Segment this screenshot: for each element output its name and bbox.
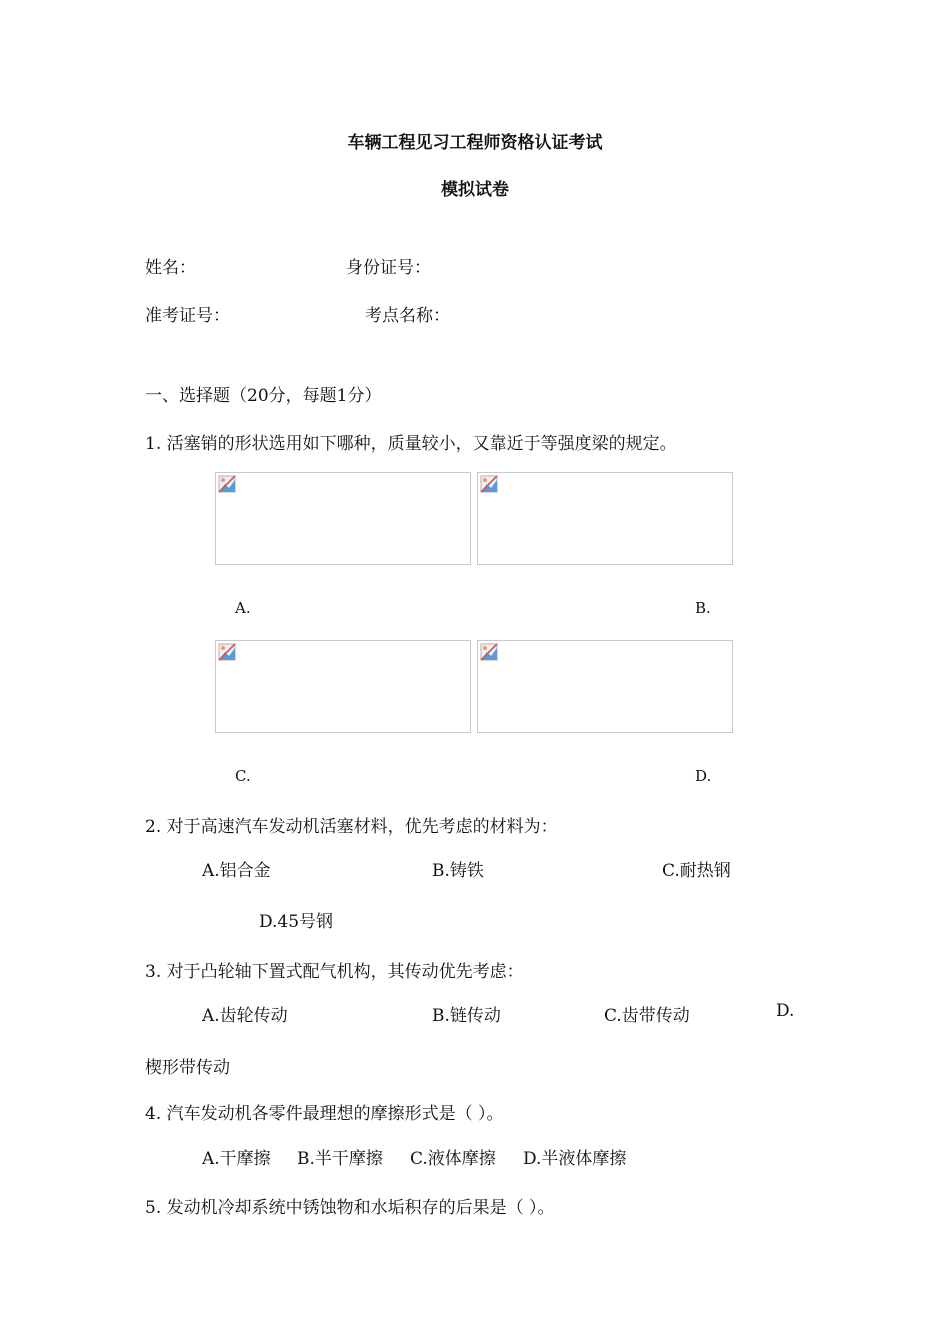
exam-title: 车辆工程见习工程师资格认证考试: [347, 133, 603, 153]
question-2-option-c: C.耐热钢: [662, 861, 731, 881]
question-1-option-a: A.: [235, 599, 251, 617]
question-3-option-b: B.链传动: [432, 1006, 501, 1026]
question-1-image-d: [477, 640, 733, 733]
exam-site-label: 考点名称：: [365, 306, 450, 326]
exam-subtitle: 模拟试卷: [441, 180, 509, 200]
broken-image-icon: [480, 475, 498, 493]
ticket-number-label: 准考证号：: [145, 306, 230, 326]
section-heading: 一、选择题（20分，每题1分）: [145, 386, 382, 406]
question-3-option-c: C.齿带传动: [604, 1006, 690, 1026]
question-2-option-a: A.铝合金: [202, 861, 271, 881]
question-2-option-d: D.45号钢: [259, 912, 334, 932]
question-3-option-d: D.: [776, 1001, 795, 1021]
id-number-label: 身份证号：: [346, 258, 431, 278]
question-4-option-c: C.液体摩擦: [410, 1149, 496, 1169]
question-1-option-b: B.: [695, 599, 711, 617]
question-1-option-d: D.: [695, 767, 712, 785]
question-1-text: 1. 活塞销的形状选用如下哪种，质量较小，又靠近于等强度梁的规定。: [145, 434, 677, 454]
question-3-option-a: A.齿轮传动: [202, 1006, 288, 1026]
question-3-option-d-wrap: 楔形带传动: [145, 1058, 230, 1078]
broken-image-icon: [480, 643, 498, 661]
question-4-option-b: B.半干摩擦: [297, 1149, 383, 1169]
question-3-text: 3. 对于凸轮轴下置式配气机构，其传动优先考虑：: [145, 962, 524, 982]
question-5-text: 5. 发动机冷却系统中锈蚀物和水垢积存的后果是（ ）。: [145, 1198, 555, 1218]
question-1-option-c: C.: [235, 767, 251, 785]
question-4-option-d: D.半液体摩擦: [523, 1149, 627, 1169]
question-1-image-c: [215, 640, 471, 733]
name-label: 姓名：: [145, 258, 196, 278]
question-2-option-b: B.铸铁: [432, 861, 484, 881]
broken-image-icon: [218, 475, 236, 493]
broken-image-icon: [218, 643, 236, 661]
question-4-option-a: A.干摩擦: [202, 1149, 271, 1169]
question-1-image-a: [215, 472, 471, 565]
question-1-image-b: [477, 472, 733, 565]
question-4-text: 4. 汽车发动机各零件最理想的摩擦形式是（ ）。: [145, 1104, 504, 1124]
question-2-text: 2. 对于高速汽车发动机活塞材料，优先考虑的材料为：: [145, 817, 558, 837]
